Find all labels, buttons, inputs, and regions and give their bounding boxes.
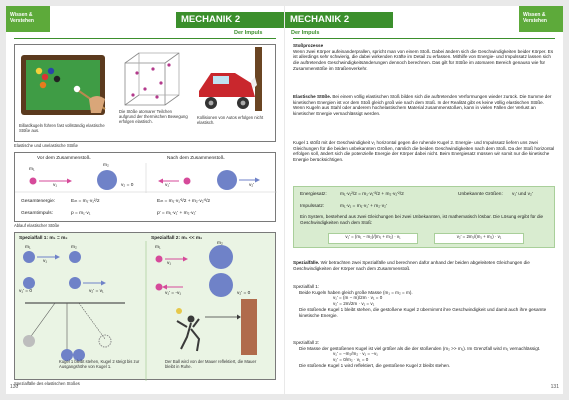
v1-after-label: v₁' (165, 183, 170, 188)
figure-special-cases (14, 232, 276, 380)
box-note: Ein System, bestehend aus zwei Gleichungen bei zwei Unbekannten, ist mathematisch lösbar. Die Lösung ergibt für die Geschwindigkeiten nach dem Stoß: (300, 214, 544, 225)
case1-result: Die stoßende Kugel 1 bleibt stehen, die gestoßene Kugel 2 übernimmt ihre Geschwindigkeit und damit auch ihre gesamte kinetische Energie. (299, 306, 547, 318)
case1-title: Spezialfall 1: (293, 284, 320, 289)
section-collisions (293, 43, 555, 72)
section1-text: Wenn zwei Körper aufeinanderprallen, spricht man von einem Stoß. Dabei ändern sich die Geschwindigkeiten beider Körper. Es ist allerdings sehr schwierig, die dabei wirkenden Kräfte im Detail zu erfassen. Mithilfe von Energie- und Impulssatz lassen sich die auftretenden Geschwindigkeitsänderungen dennoch berechnen. Das gilt für Stöße im atomaren Bereich genauso wie für Zusammenstöße im Straßenverkehr. (293, 48, 554, 71)
impulse-after: p' = m₁·v₁' + m₂·v₂' (157, 211, 197, 216)
box-unknowns-label: Unbekannte Größen: (458, 192, 503, 197)
section3-text: Kugel 1 stößt mit der Geschwindigkeit v₁ horizontal gegen die ruhende Kugel 2. Energie- und Impulssatz liefern uns zwei Gleichungen für die beiden unbekannten Größen, nämlich die beiden Geschwindigkeiten nach dem Stoß. Da der Stoß horizontal erfolgen soll, ändert sich die potenzielle Energie der Körper dabei nicht. Beim Energiesatz müssen wir somit nur die kinetische Energie berücksichtigen. (293, 140, 555, 163)
impulse-label: Gesamtimpuls: (21, 211, 53, 216)
case2-text: Die Masse der gestoßenen Kugel ist viel größer als die der stoßenden (m₂ >> m₁). Im Grenzfall wird m₁ vernachlässigt. (299, 345, 541, 351)
car-crash-illustration (195, 47, 275, 113)
case2-eq1: v₁' = −m₂/m₂ · v₁ = −v₁ (333, 351, 378, 357)
section-special (293, 260, 555, 271)
figure3-footer: Spezialfälle des elastischen Stoßes (14, 381, 80, 386)
ball1-mass-label: m₁ (29, 167, 35, 172)
section4-title: Spezialfälle. (293, 260, 320, 265)
section2-text: Bei einem völlig elastischen Stoß bilden sich die auftretenden Verformungen wieder zurück. Die Summe der kinetischen Energien ist vor dem Stoß gleich groß wie nach dem Stoß. In der Realität gibt es keine völlig elastischen Stöße. Wenn Kugeln aus Stahl oder anderem hochelastischem Material zusammenstoßen, kann in vielen Fällen der Verlust an kinetischer Energie vernachlässigt werden. (293, 94, 552, 117)
corner-tab-left: Wissen & Verstehen (6, 6, 50, 32)
box-impulse-formula: m₁·v₁ = m₁·v₁' + m₂·v₂' (340, 204, 387, 209)
page-number-left: 130 (10, 384, 19, 390)
case2-label: Spezialfall 2: m₁ << m₂ (151, 236, 203, 241)
case2-caption: Der Ball wird von der Mauer reflektiert, die Mauer bleibt in Ruhe. (165, 359, 257, 369)
case1-m2: m₂ (71, 245, 77, 250)
case1-text: Beide Kugeln haben gleich große Masse (m₁ = m₂ = m). (299, 289, 413, 295)
label-before: Vor dem Zusammenstoß. (37, 156, 91, 161)
section-elastic (293, 94, 555, 117)
chapter-header-left: MECHANIK 2 (176, 12, 284, 28)
case1-v1-after: v₁' = 0 (19, 289, 33, 294)
section2-title: Elastische Stöße. (293, 94, 332, 99)
case2-title: Spezialfall 2: (293, 340, 320, 345)
figure1-footer: Elastische und unelastische Stöße (14, 143, 79, 148)
energy-label: Gesamtenergie: (21, 199, 56, 204)
caption-atoms: Die Stöße atomarer Teilchen aufgrund der thermischen Bewegung erfolgen elastisch. (119, 109, 188, 124)
v1-label: v₁ (53, 183, 58, 188)
case2-v1: v₁ (167, 261, 172, 266)
chapter-header-right: MECHANIK 2 (285, 12, 393, 28)
box-energy-label: Energiesatz: (300, 192, 327, 197)
header-rule-left (14, 38, 276, 39)
label-after: Nach dem Zusammenstoß. (167, 156, 225, 161)
topic-right: Der Impuls (291, 30, 320, 36)
topic-left: Der Impuls (234, 30, 263, 36)
case2-v1-after: v₁' = -v₁ (165, 291, 182, 296)
figure-elastic-process (14, 152, 276, 222)
case2-block (293, 340, 555, 369)
case2-eq2: v₂' = 0/m₂ · v₁ = 0 (333, 357, 369, 363)
energy-before: Eₘ = m₁·v₁²/2 (71, 199, 100, 204)
case2-m2: m₂ (217, 241, 223, 246)
page-number-right: 131 (550, 384, 559, 390)
box-solution-1: v₁' = (m₁ − m₂)/(m₁ + m₂) · v₁ (328, 233, 418, 244)
figure2-footer: Ablauf elastischer Stöße (14, 223, 60, 228)
section1-title: Stoßprozesse (293, 43, 324, 48)
case2-m1: m₁ (155, 245, 161, 250)
case1-v1: v₁ (43, 259, 48, 264)
case1-caption: Kugel 1 bleibt stehen, Kugel 2 steigt bis zur Ausgangshöhe von Kugel 1. (59, 359, 140, 369)
case2-result: Die stoßende Kugel 1 wird reflektiert, die gestoßene Kugel 2 bleibt stehen. (299, 362, 451, 368)
ball2-mass-label: m₂ (103, 163, 109, 168)
elastic-balls-svg (15, 163, 277, 193)
atoms-box-illustration (119, 49, 185, 109)
case1-block (293, 284, 555, 318)
box-energy-formula: m₁·v₁²/2 = m₁·v₁'²/2 + m₂·v₂'²/2 (340, 192, 404, 197)
caption-billiard: Billardkugeln führen fast vollständig elastische Stöße aus. (19, 123, 105, 133)
case1-label: Spezialfall 1: m₁ = m₂ (19, 236, 68, 241)
v2-zero-label: v₂ = 0 (121, 183, 134, 188)
caption-car: Kollisionen von Autos erfolgen nicht elastisch. (197, 115, 264, 125)
case1-m1: m₁ (25, 245, 31, 250)
figure-collision-examples (14, 44, 276, 142)
v2-after-label: v₂' (249, 183, 255, 188)
box-impulse-label: Impulssatz: (300, 204, 325, 209)
left-page (6, 6, 284, 394)
section4-text: Wir betrachten zwei Spezialfälle und berechnen dafür anhand der beiden abgeleiteten Gleichungen die Geschwindigkeiten der Körper nach dem Zusammenstoß. (293, 260, 530, 271)
case1-eq1: v₁' = (m − m)/2m · v₁ = 0 (333, 295, 383, 301)
corner-tab-right: Wissen & Verstehen (519, 6, 563, 32)
impulse-before: p = m₁·v₁ (71, 211, 91, 216)
right-page (285, 6, 563, 394)
header-rule-right (293, 38, 555, 39)
billiard-illustration (19, 49, 107, 119)
energy-after: Eₘ = m₁·v₁'²/2 + m₂·v₂'²/2 (157, 199, 211, 204)
formula-box (293, 186, 555, 248)
case1-v2-after: v₂' = v₁ (89, 289, 104, 294)
section-kugel (293, 140, 555, 163)
case2-v2-after: v₂' = 0 (237, 291, 251, 296)
box-solution-2: v₂' = 2m₁/(m₁ + m₂) · v₁ (434, 233, 524, 244)
box-unknowns: v₁' und v₂' (512, 192, 533, 197)
case1-eq2: v₂' = 2m/2m · v₁ = v₁ (333, 301, 375, 307)
